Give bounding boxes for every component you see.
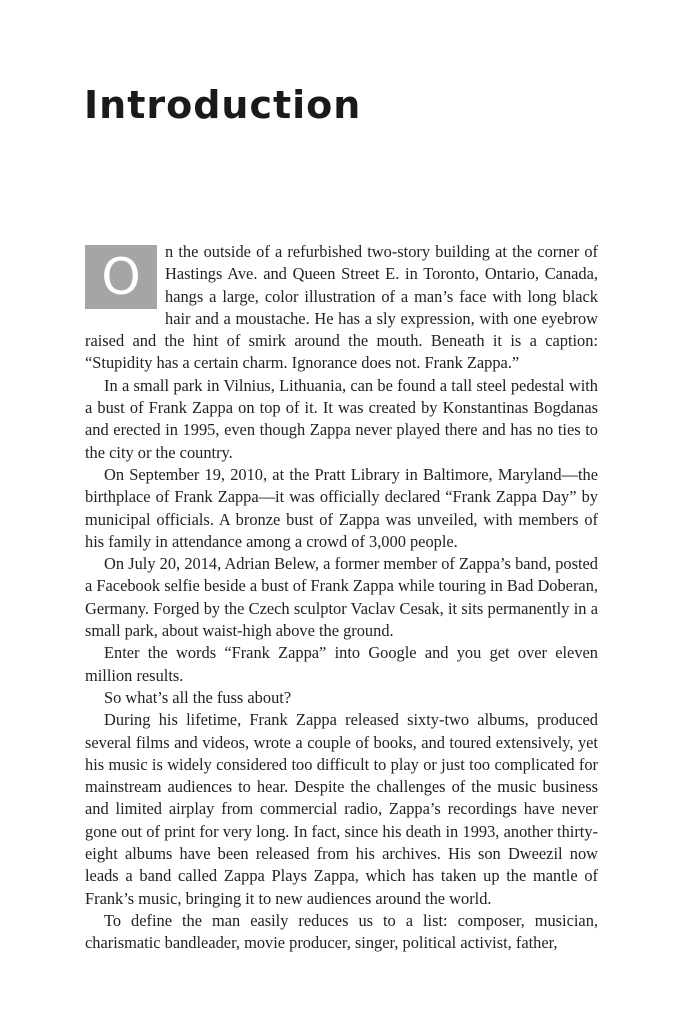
drop-cap [85, 245, 157, 309]
paragraph-5: Enter the words “Frank Zappa” into Google and you get over eleven million results. [85, 643, 598, 685]
paragraph-7: During his lifetime, Frank Zappa released sixty-two albums, produced several films and videos, wrote a couple of books, and toured extensively, yet his music is widely considered too difficult to play or just too complicated for mainstream audiences to hear. Despite the challenges of the music business and limited airplay from commercial radio, Zappa’s recordings have never gone out of print for very long. In fact, since his death in 1993, another thirty-eight albums have been released from his archives. His son Dweezil now leads a band called Zappa Plays Zappa, which has taken up the mantle of Frank’s music, bringing it to new audiences around the world. [85, 710, 598, 908]
paragraph-3: On September 19, 2010, at the Pratt Library in Baltimore, Maryland—the birthplace of Frank Zappa—it was officially declared “Frank Zappa Day” by municipal officials. A bronze bust of Zappa was unveiled, with members of his family in attendance among a crowd of 3,000 people. [85, 464, 598, 551]
chapter-title: Introduction [84, 83, 362, 127]
paragraph-8: To define the man easily reduces us to a list: composer, musician, charismatic bandleader, movie producer, singer, political activist, father, [85, 910, 598, 953]
chapter-body [85, 241, 598, 955]
paragraph-2: In a small park in Vilnius, Lithuania, can be found a tall steel pedestal with a bust of Frank Zappa on top of it. It was created by Konstantinas Bogdanas and erected in 1995, even though Zappa never played there and has no ties to the city or the country. [85, 375, 598, 462]
paragraph-text: n the outside of a refurbished two-story building at the corner of Hastings Ave. and Queen Street E. in Toronto, Ontario, Canada, hangs a large, color illustration of a man’s face with long black hair and a moustache. He has a sly expression, with one eyebrow raised and the hint of smirk around the mouth. Beneath it is a caption: “Stupidity has a certain charm. Ignorance does not. Frank Zappa.” [85, 242, 598, 373]
paragraph-1 [85, 241, 598, 375]
paragraph-4: On July 20, 2014, Adrian Belew, a former member of Zappa’s band, posted a Facebook selfie beside a bust of Frank Zappa while touring in Bad Doberan, Germany. Forged by the Czech sculptor Vaclav Cesak, it sits permanently in a small park, about waist-high above the ground. [85, 554, 598, 641]
drop-cap-letter: O [101, 248, 141, 306]
paragraph-6: So what’s all the fuss about? [104, 687, 292, 707]
